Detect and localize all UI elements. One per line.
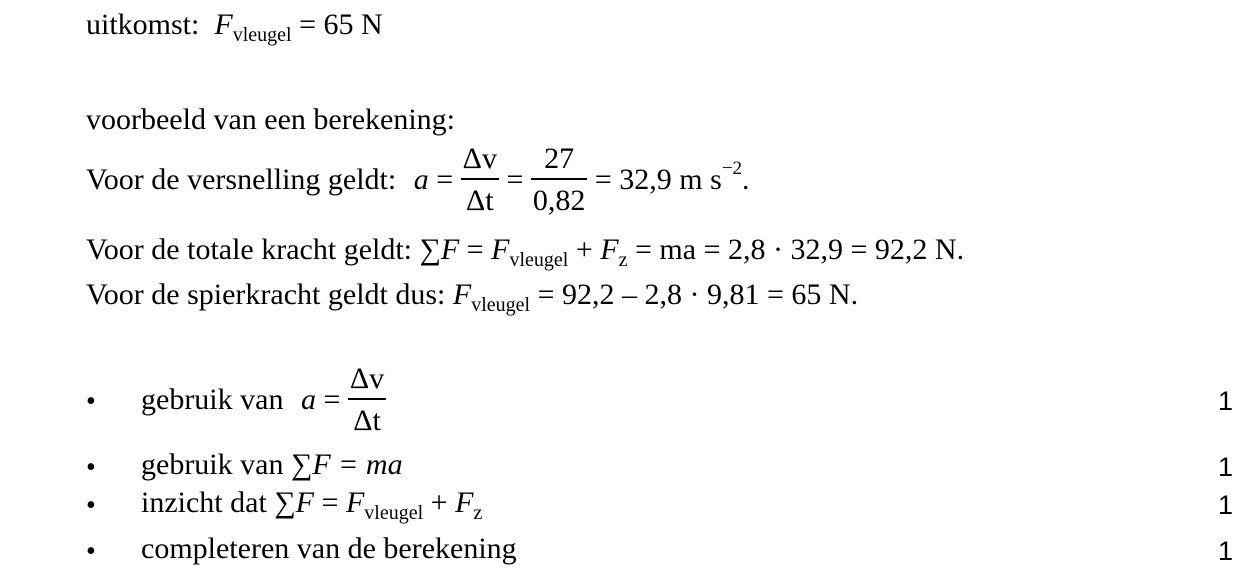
a-symbol: a (413, 163, 429, 196)
force-symbol: F (214, 8, 233, 41)
delta-fraction (348, 364, 386, 436)
bullet: • (86, 386, 96, 417)
equals-sign: = (323, 383, 341, 416)
force-symbol: F (345, 486, 365, 519)
sum-force: ∑F (274, 486, 315, 519)
scoring-item-1 (141, 364, 386, 436)
plus-sign: + (575, 233, 593, 266)
equals-sign: = (506, 163, 524, 196)
gravity-symbol: F (600, 233, 619, 266)
a-symbol: a (300, 383, 316, 416)
scoring-item-4: completeren van de berekening (141, 532, 517, 565)
score-points: 1 (1217, 490, 1233, 520)
total-force-result: = ma = 2,8 · 32,9 = 92,2 N. (635, 233, 965, 266)
bullet: • (86, 452, 96, 483)
total-force-line (86, 233, 965, 271)
force-subscript: vleugel (232, 24, 292, 46)
fraction-denominator: Δt (353, 404, 381, 437)
outcome-label: uitkomst: (86, 8, 200, 41)
muscle-force-result: = 92,2 – 2,8 · 9,81 = 65 N. (537, 278, 859, 311)
acceleration-line (86, 144, 750, 216)
outcome-value: = 65 N (299, 8, 383, 41)
score-points: 1 (1217, 452, 1233, 482)
equals-sign: = (466, 233, 484, 266)
value-fraction (531, 144, 588, 216)
muscle-force-line (86, 278, 859, 316)
acceleration-result: = 32,9 m s (594, 163, 722, 196)
fraction-denominator: 0,82 (532, 184, 586, 217)
scoring-text: inzicht dat (141, 486, 267, 519)
scoring-formula: ∑F = ma (290, 448, 403, 481)
acceleration-text: Voor de versnelling geldt: (86, 163, 397, 196)
bullet: • (86, 536, 96, 567)
force-subscript: vleugel (509, 249, 569, 271)
outcome-line (86, 8, 383, 46)
force-subscript: vleugel (471, 294, 531, 316)
force-symbol: F (452, 278, 472, 311)
fraction-numerator: Δv (461, 144, 499, 180)
score-points: 1 (1217, 536, 1233, 566)
bullet: • (86, 490, 96, 521)
score-points: 1 (1217, 386, 1233, 416)
fraction-denominator: Δt (465, 184, 494, 217)
force-symbol: F (491, 233, 510, 266)
scoring-text: gebruik van (141, 448, 284, 481)
delta-fraction (461, 144, 499, 216)
fraction-numerator: Δv (348, 364, 386, 400)
sum-force: ∑F (419, 233, 460, 266)
example-intro: voorbeeld van een berekening: (86, 103, 456, 136)
force-subscript: vleugel (364, 502, 424, 524)
equals-sign: = (321, 486, 339, 519)
exponent: −2 (721, 157, 743, 179)
scoring-text: gebruik van (141, 383, 284, 416)
total-force-text: Voor de totale kracht geldt: (86, 233, 413, 266)
equals-sign: = (436, 163, 454, 196)
gravity-symbol: F (455, 486, 474, 519)
scoring-item-3 (141, 486, 483, 524)
muscle-force-text: Voor de spierkracht geldt dus: (86, 278, 446, 311)
fraction-numerator: 27 (531, 144, 588, 180)
scoring-item-2 (141, 450, 403, 480)
gravity-subscript: z (618, 249, 628, 271)
period: . (742, 163, 750, 196)
gravity-subscript: z (473, 502, 483, 524)
plus-sign: + (430, 486, 448, 519)
